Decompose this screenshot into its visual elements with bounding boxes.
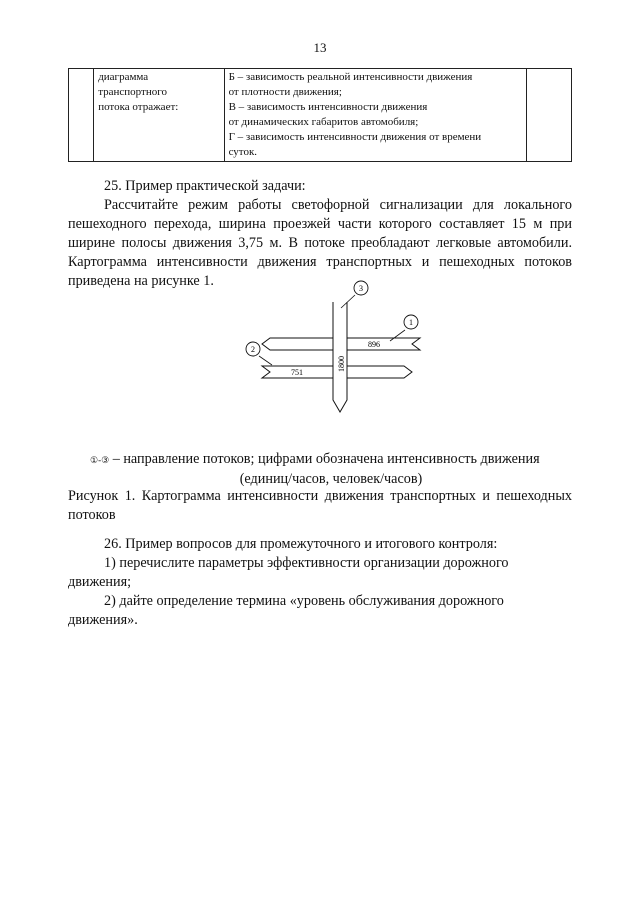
answer-line: Г – зависимость интенсивности движения от времени	[228, 131, 482, 143]
caption-line: потоков	[68, 507, 116, 523]
list-item: 2) дайте определение термина «уровень обслуживания дорожного движения».	[68, 593, 504, 628]
caption-line: Рисунок 1. Картограмма интенсивности движения транспортных и пешеходных	[68, 488, 572, 504]
flow-marker-label: 2	[251, 345, 255, 354]
legend-text: – направление потоков; цифрами обозначена интенсивность движения	[112, 451, 540, 467]
answer-line: от динамических габаритов автомобиля;	[228, 116, 419, 128]
flow-marker-3	[354, 281, 368, 295]
legend-line	[90, 450, 572, 470]
task-heading: 25. Пример практической задачи:	[104, 178, 306, 194]
questions-list	[68, 554, 572, 630]
paragraph-line: ширине полосы движения 3,75 м. В потоке преобладают легковые автомобили.	[68, 235, 572, 251]
flow-value-2: 751	[291, 368, 303, 377]
legend-units: (единиц/часов, человек/часов)	[239, 471, 423, 487]
flow-marker-label: 3	[359, 284, 363, 293]
term-line: диаграмма	[98, 71, 149, 83]
term-line: транспортного	[98, 86, 167, 98]
flow-marker-label: 1	[409, 318, 413, 327]
figure-caption	[68, 487, 572, 525]
page-number: 13	[313, 40, 327, 55]
list-item: 1) перечислите параметры эффективности организации дорожного движения;	[68, 555, 509, 590]
flow-value-3: 1800	[337, 356, 346, 372]
answer-line: суток.	[228, 146, 258, 158]
flow-arrow-1	[262, 338, 420, 350]
paragraph-line: Рассчитайте режим работы светофорной сигнализации для локального	[104, 197, 572, 213]
term-line: потока отражает:	[98, 101, 179, 113]
flow-value-1: 896	[368, 340, 380, 349]
legend-symbol: ①-③	[90, 455, 110, 465]
paragraph-line: приведена на рисунке 1.	[68, 273, 214, 289]
answer-line: Б – зависимость реальной интенсивности движения	[228, 71, 473, 83]
paragraph-line: пешеходного перехода, ширина проезжей части которого составляет 15 м при	[68, 216, 572, 232]
paragraph-line: Картограмма интенсивности движения транспортных и пешеходных потоков	[68, 254, 572, 270]
questions-heading: 26. Пример вопросов для промежуточного и итогового контроля:	[104, 536, 498, 552]
flow-marker-1	[404, 315, 418, 329]
answer-line: В – зависимость интенсивности движения	[228, 101, 428, 113]
flow-marker-2	[246, 342, 260, 356]
figure-legend	[90, 450, 572, 489]
answer-line: от плотности движения;	[228, 86, 342, 98]
